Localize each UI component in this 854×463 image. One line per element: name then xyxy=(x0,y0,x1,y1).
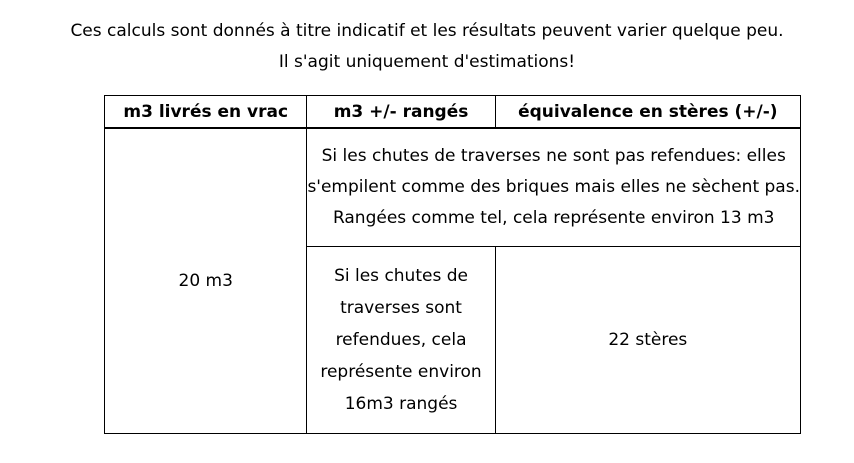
split-offcuts-cell: Si les chutes de traverses sont refendues, cela représente environ 16m3 rangés xyxy=(307,247,495,434)
not-split-offcuts-cell: Si les chutes de traverses ne sont pas refendues: elles s'empilent comme des briques mais elles ne sèchent pas. Rangées comme tel, cela représente environ 13 m3 xyxy=(307,128,801,247)
table-row xyxy=(105,128,801,247)
intro-line-2: Il s'agit uniquement d'estimations! xyxy=(278,52,576,72)
header-stere-equivalence: équivalence en stères (+/-) xyxy=(495,96,800,129)
volume-conversion-table xyxy=(104,95,801,434)
intro-line-1: Ces calculs sont donnés à titre indicatif et les résultats peuvent varier quelque peu. xyxy=(70,21,784,41)
table-header-row xyxy=(105,96,801,129)
bulk-volume-cell: 20 m3 xyxy=(105,128,307,434)
steres-cell: 22 stères xyxy=(495,247,800,434)
intro-note xyxy=(0,16,854,78)
header-bulk-volume: m3 livrés en vrac xyxy=(105,96,307,129)
header-stacked-volume: m3 +/- rangés xyxy=(307,96,495,129)
